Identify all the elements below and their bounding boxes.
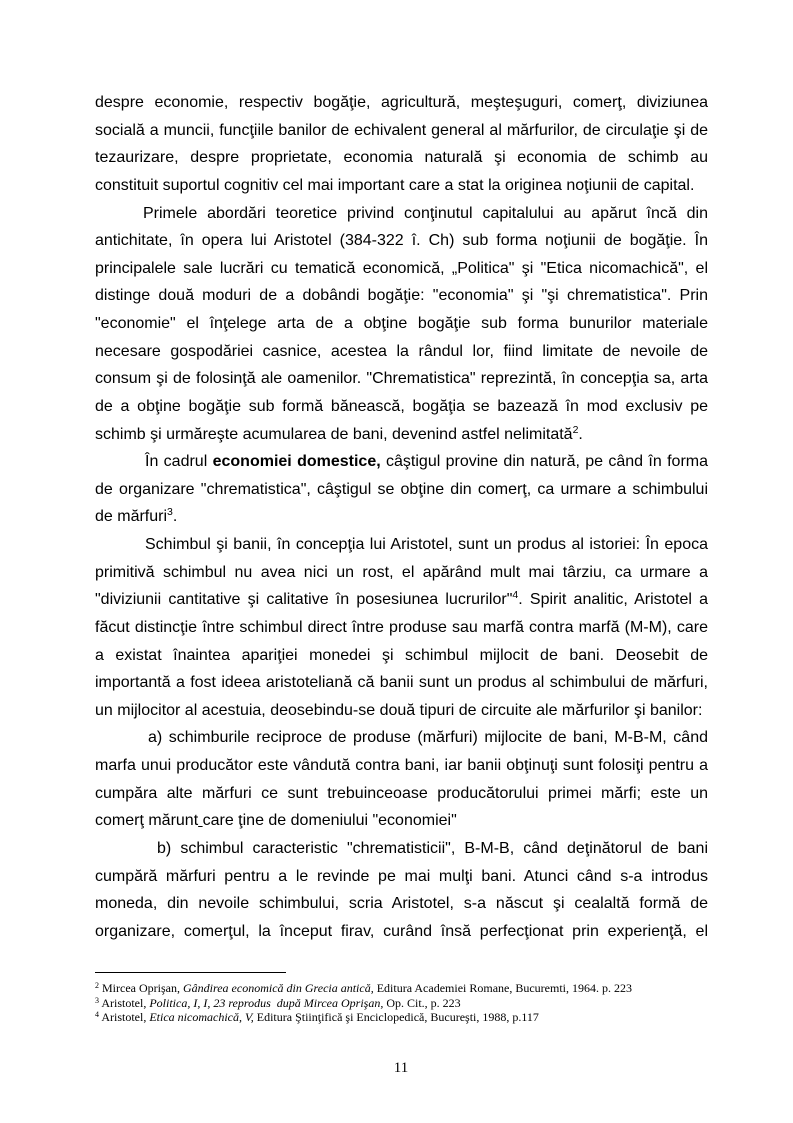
text-line: făcut distincţie între schimbul direct între produse sau marfă contra marfă (M-M), care <box>95 618 708 636</box>
footnotes <box>95 981 708 1025</box>
text-line: un mijlocitor al acestuia, deosebindu-se două tipuri de circuite ale mărfurilor şi banilor: <box>95 701 703 719</box>
text-line: a existat înaintea apariţiei monedei şi schimbul mijlocit de bani. Deosebit de <box>95 646 708 664</box>
text-line: principalele sale lucrări cu tematică economică, „Politica" şi "Etica nicomachică", el <box>95 259 708 277</box>
footnote <box>95 996 708 1011</box>
text-line <box>95 503 708 531</box>
text-segment: care ţine de domeniului "economiei" <box>202 812 457 830</box>
text-line: socială a muncii, funcţiile banilor de echivalent general al mărfurilor, de circulaţie şi de <box>95 121 708 139</box>
text-line: marfa unui producător este vândută contra bani, iar banii obţinuţi sunt folosiţi pentru a <box>95 757 708 774</box>
paragraph-4 <box>95 531 708 724</box>
footnote-author: Mircea Oprişan, <box>102 981 180 995</box>
footnote-title: Etica nicomachică, V, <box>149 1010 254 1024</box>
paragraph-3 <box>95 448 708 531</box>
text-segment: În cadrul <box>145 453 208 471</box>
paragraph-2 <box>95 200 708 449</box>
text-line <box>95 586 708 614</box>
text-line: moneda, din nevoile schimbului, scria Aristotel, s-a născut şi cealaltă formă de <box>95 895 708 913</box>
text-line: Primele abordări teoretice privind conţinutul capitalului au apărut încă din <box>143 204 708 222</box>
text-segment: comerţ mărunt <box>95 812 199 830</box>
text-line: cumpăra alte mărfuri ce sunt trebuinceoase producătorului primei mărfi; este un <box>95 784 708 802</box>
footnote-number: 4 <box>95 1010 99 1019</box>
text-line: organizare, comerţul, la început firav, curând însă perfecţionat prin experienţă, el <box>95 922 708 940</box>
text-line: "economie" el înţelege arta de a obţine bogăţie sub forma bunurilor materiale <box>95 315 708 332</box>
footnote-number: 2 <box>95 981 99 990</box>
text-line: distinge două moduri de a dobândi bogăţie: "economia" şi "şi chrematistica". Prin <box>95 287 708 305</box>
text-line: cumpără mărfuri pentru a le revinde pe mai mulţi bani. Atunci când s-a introdus <box>95 867 708 885</box>
text-line: tezaurizare, despre proprietate, economia naturală şi economia de schimb au <box>95 149 708 167</box>
text-line: consum şi de folosinţă ale oamenilor. "Chrematistica" reprezintă, în concepţia sa, arta <box>95 370 708 388</box>
text-line: antichitate, în opera lui Aristotel (384-322 î. Ch) sub forma noţiunii de bogăţie. În <box>95 232 708 250</box>
text-line <box>95 807 708 835</box>
text-segment: "diviziunii cantitative şi calitative în posesiunea lucrurilor" <box>95 591 513 609</box>
text-line: a) schimburile reciproce de produse (mărfuri) mijlocite de bani, M-B-M, când <box>148 729 708 747</box>
text-line: despre economie, respectiv bogăţie, agricultură, meşteşuguri, comerţ, diviziunea <box>95 94 708 111</box>
text-segment: . <box>172 508 178 526</box>
text-line: b) schimbul caracteristic "chrematisticii", B-M-B, când deţinătorul de bani <box>157 839 708 857</box>
footnote-source: Editura Academiei Romane, Bucuremti, 1964. p. 223 <box>376 981 632 995</box>
text-line: Schimbul şi banii, în concepţia lui Aristotel, sunt un produs al istoriei: În epoca <box>145 536 708 553</box>
footnote-title: Gândirea economică din Grecia antică, <box>182 981 374 995</box>
footnote <box>95 981 708 996</box>
text-line: necesare gospodăriei casnice, acestea la rândul lor, fiind limitate de nevoile de <box>95 342 708 360</box>
footnote-ref: 2 <box>572 423 579 436</box>
text-segment: . Spirit analitic, Aristotel a <box>518 591 709 609</box>
text-line: constituit suportul cognitiv cel mai important care a stat la originea noţiunii de capital. <box>95 176 695 194</box>
footnote-author: Aristotel, <box>101 995 147 1010</box>
page-number: 11 <box>393 1060 409 1076</box>
footnote-ref: 3 <box>167 506 173 519</box>
text-segment: de mărfuri <box>95 508 168 526</box>
text-segment: . <box>578 425 583 443</box>
text-line <box>95 421 708 449</box>
footnote-number: 3 <box>95 995 99 1005</box>
footnote-ref: 4 <box>512 589 519 602</box>
bold-term: economiei domestice, <box>212 453 381 471</box>
text-segment: schimb şi urmăreşte acumularea de bani, devenind astfel nelimitată <box>95 425 573 443</box>
paragraph-5 <box>95 724 708 835</box>
footnote-separator <box>95 972 286 973</box>
text-line: primitivă schimbul nu avea nici un rost, el apărând mult mai târziu, ca urmare a <box>95 563 708 581</box>
text-line: de organizare "chrematistica", câştigul se obţine din comerţ, ca urmare a schimbului <box>95 480 708 498</box>
text-line: de a obţine bogăţie sub formă bănească, bogăţia se bazează în mod exclusiv pe <box>95 397 708 415</box>
footnote-source: Editura Ştiinţifică şi Enciclopedică, Bucureşti, 1988, p.117 <box>256 1010 539 1024</box>
footnote-author: Aristotel, <box>101 1010 147 1024</box>
footnote-source: Op. Cit., p. 223 <box>386 995 461 1010</box>
paragraph-1 <box>95 89 708 200</box>
footnote-title: Politica, I, I, 23 reprodus după Mircea Oprişan, <box>149 995 384 1010</box>
text-line: importantă a fost ideea aristoteliană că banii sunt un produs al schimbului de mărfuri, <box>95 674 708 692</box>
paragraph-6 <box>95 835 708 946</box>
text-line <box>95 448 708 476</box>
body-text <box>95 89 708 945</box>
text-segment: câştigul provine din natură, pe când în forma <box>386 453 708 471</box>
footnote <box>95 1010 708 1025</box>
